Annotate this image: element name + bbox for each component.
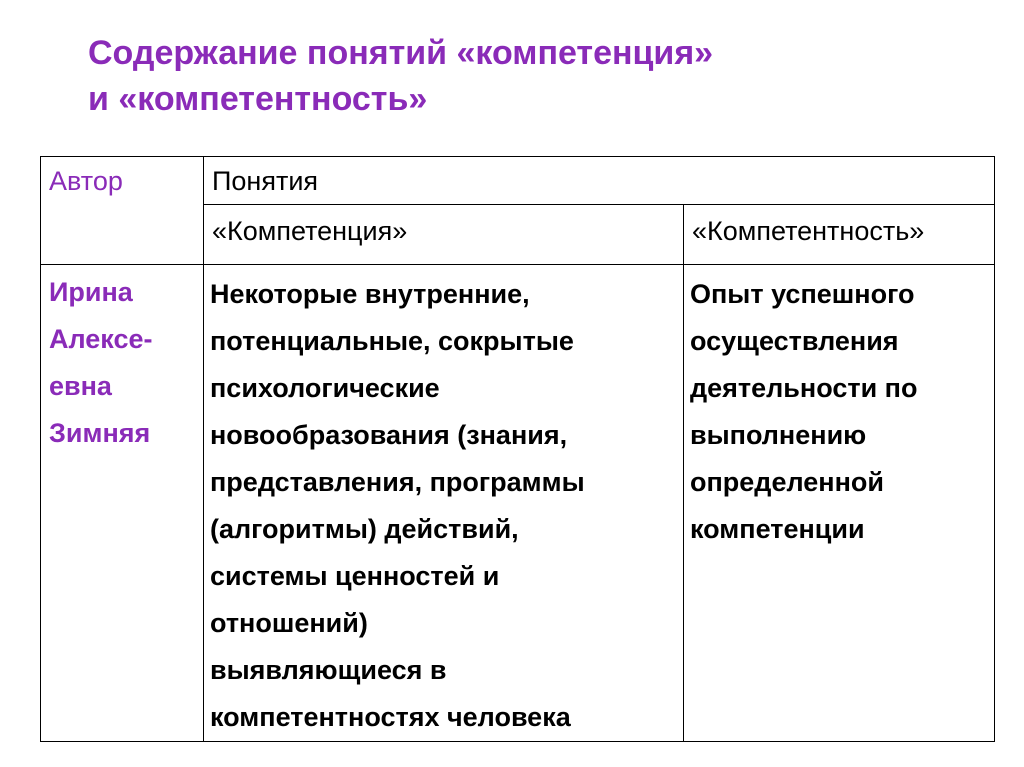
table-header-row [41, 157, 995, 205]
author-line: Ирина [49, 277, 133, 307]
definition-line: Опыт успешного [690, 279, 915, 309]
author-line: Алексе- [49, 324, 153, 354]
definition-line: (алгоритмы) действий, [210, 514, 519, 544]
header-author: Автор [49, 166, 123, 196]
header-author-cell [41, 157, 204, 265]
header-concepts-cell [204, 157, 995, 205]
definition-line: Некоторые внутренние, [210, 279, 530, 309]
definition-line: компетентностях человека [210, 702, 571, 732]
header-competency-cell [684, 205, 995, 265]
definition-line: потенциальные, сокрытые [210, 326, 574, 356]
table-row [41, 265, 995, 742]
header-concepts: Понятия [212, 166, 319, 196]
competence-definition-cell [204, 265, 684, 742]
header-competency: «Компетентность» [692, 216, 925, 246]
definition-line: новообразования (знания, [210, 420, 568, 450]
slide-title-line-1: Содержание понятий «компетенция» [88, 34, 714, 72]
definition-line: выявляющиеся в [210, 655, 447, 685]
definition-line: осуществления [690, 326, 899, 356]
definition-line: компетенции [690, 514, 865, 544]
author-cell [41, 265, 204, 742]
author-line: Зимняя [49, 418, 151, 448]
definition-line: определенной [690, 467, 884, 497]
definition-line: выполнению [690, 420, 867, 450]
author-line: евна [49, 371, 112, 401]
header-competence-cell [204, 205, 684, 265]
definition-line: деятельности по [690, 373, 918, 403]
concepts-table [40, 156, 995, 742]
definition-line: представления, программы [210, 467, 585, 497]
slide-title [88, 30, 988, 122]
competency-definition-cell [684, 265, 995, 742]
definition-line: системы ценностей и [210, 561, 500, 591]
header-competence: «Компетенция» [212, 216, 408, 246]
slide-title-line-2: и «компетентность» [88, 80, 428, 118]
definition-line: отношений) [210, 608, 368, 638]
definition-line: психологические [210, 373, 440, 403]
